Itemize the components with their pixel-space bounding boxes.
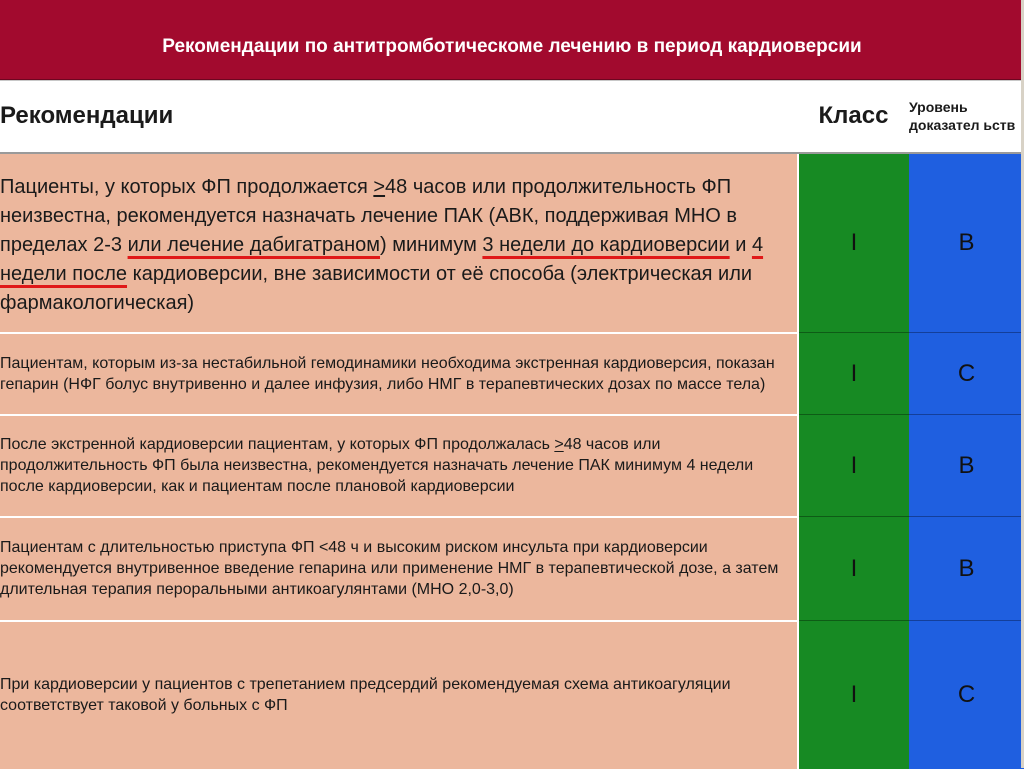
text-part: кардиоверсии, вне зависимости от её способа (электрическая или фармакологическая) — [0, 262, 753, 314]
header-class: Класс — [798, 81, 909, 153]
evidence-level-cell: B — [909, 415, 1024, 517]
class-cell: I — [798, 415, 909, 517]
evidence-level-cell: C — [909, 621, 1024, 769]
class-cell: I — [798, 153, 909, 333]
recommendation-text — [0, 153, 798, 333]
underlined-text: 3 недели до кардиоверсии — [482, 233, 730, 256]
table-row — [0, 517, 1024, 621]
evidence-level-cell: B — [909, 517, 1024, 621]
header-evidence-level: Уровень доказател ьств — [909, 81, 1024, 153]
text-part: Пациенты, у которых ФП продолжается — [0, 175, 374, 198]
evidence-level-cell: B — [909, 153, 1024, 333]
text-part: После экстренной кардиоверсии пациентам, у которых ФП продолжалась — [0, 436, 555, 453]
table-row — [0, 333, 1024, 415]
recommendations-table — [0, 80, 1024, 769]
text-part: и — [729, 233, 752, 256]
class-cell: I — [798, 333, 909, 415]
title-banner — [0, 0, 1024, 80]
table-header-row — [0, 81, 1024, 153]
text-part: 48 часов или продолжительность ФП была неизвестна, рекомендуется назначать лечение ПАК минимум 4 недели после кардиоверсии, как и пациентам после плановой кардиоверсии — [0, 436, 754, 495]
recommendation-text — [0, 415, 798, 517]
slide-title: Рекомендации по антитромботическоме лечению в период кардиоверсии — [162, 36, 862, 57]
table-row — [0, 621, 1024, 769]
text-part: 48 часов или продолжительность ФП неизвестна, рекомендуется назначать лечение ПАК (АВК, поддерживая МНО в пределах 2-3 — [0, 175, 738, 256]
evidence-level-cell: C — [909, 333, 1024, 415]
ge-sign: > — [554, 436, 564, 453]
table-row — [0, 415, 1024, 517]
table-row — [0, 153, 1024, 333]
recommendation-text: Пациентам, которым из-за нестабильной гемодинамики необходима экстренная кардиоверсия, показан гепарин (НФГ болус внутривенно и далее инфузия, либо НМГ в терапевтических дозах по массе тела) — [0, 333, 798, 415]
text-part: ) минимум — [380, 233, 483, 256]
class-cell: I — [798, 621, 909, 769]
underlined-text: 4 недели после — [0, 233, 764, 285]
recommendation-text: При кардиоверсии у пациентов с трепетанием предсердий рекомендуемая схема антикоагуляции соответствует таковой у больных с ФП — [0, 621, 798, 769]
class-cell: I — [798, 517, 909, 621]
underlined-text: или лечение дабигатраном — [127, 233, 380, 256]
recommendation-text: Пациентам с длительностью приступа ФП <48 ч и высоким риском инсульта при кардиоверсии рекомендуется внутривенное введение гепарина или применение НМГ в терапевтической дозе, а затем длительная терапия пероральными антикоагулянтами (МНО 2,0-3,0) — [0, 517, 798, 621]
ge-sign: > — [373, 175, 386, 198]
header-recommendations: Рекомендации — [0, 81, 798, 153]
